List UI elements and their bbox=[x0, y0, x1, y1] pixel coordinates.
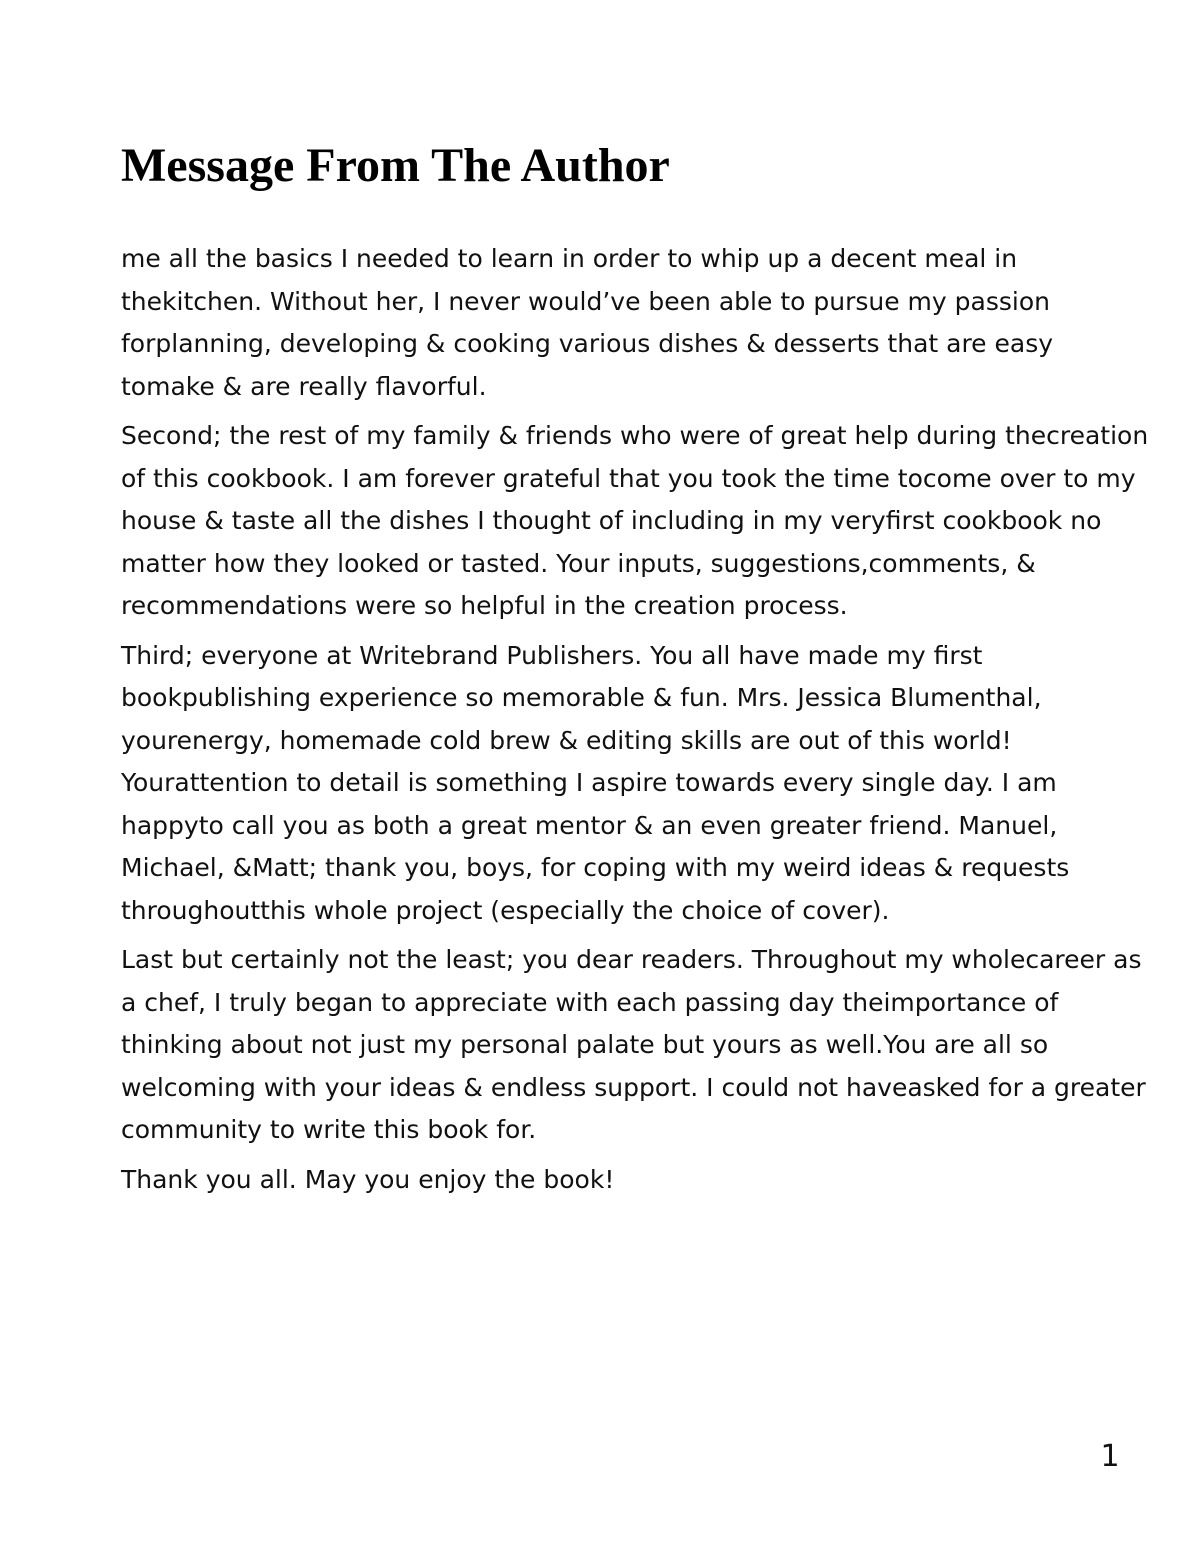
page-number: 1 bbox=[1100, 1439, 1120, 1474]
paragraph-family-friends: Second; the rest of my family & friends who were of great help during thecreation of this cookbook. I am forever grateful that you took the time tocome over to my house & taste all the dishes I thought of including in my veryfirst cookbook no matter how they looked or tasted. Your inputs, suggestions,comments, & recommendations were so helpful in the creation process. bbox=[121, 421, 1149, 620]
paragraph-readers: Last but certainly not the least; you dear readers. Throughout my wholecareer as a chef, I truly began to appreciate with each passing day theimportance of thinking about not just my personal palate but yours as well.You are all so welcoming with your ideas & endless support. I could not haveasked for a greater community to write this book for. bbox=[121, 945, 1146, 1144]
page-title: Message From The Author bbox=[121, 139, 670, 192]
paragraph-closing: Thank you all. May you enjoy the book! bbox=[121, 1164, 615, 1194]
message-body bbox=[121, 238, 1151, 1208]
paragraph-basics: me all the basics I needed to learn in order to whip up a decent meal in thekitchen. Without her, I never would’ve been able to pursue my passion forplanning, developing & cooking various dishes & desserts that are easy tomake & are really flavorful. bbox=[121, 244, 1054, 401]
paragraph-publishers: Third; everyone at Writebrand Publishers. You all have made my first bookpublishing experience so memorable & fun. Mrs. Jessica Blumenthal, yourenergy, homemade cold brew & editing skills are out of this world! Yourattention to detail is something I aspire towards every single day. I am happyto call you as both a great mentor & an even greater friend. Manuel, Michael, &Matt; thank you, boys, for coping with my weird ideas & requests throughoutthis whole project (especially the choice of cover). bbox=[121, 640, 1070, 925]
